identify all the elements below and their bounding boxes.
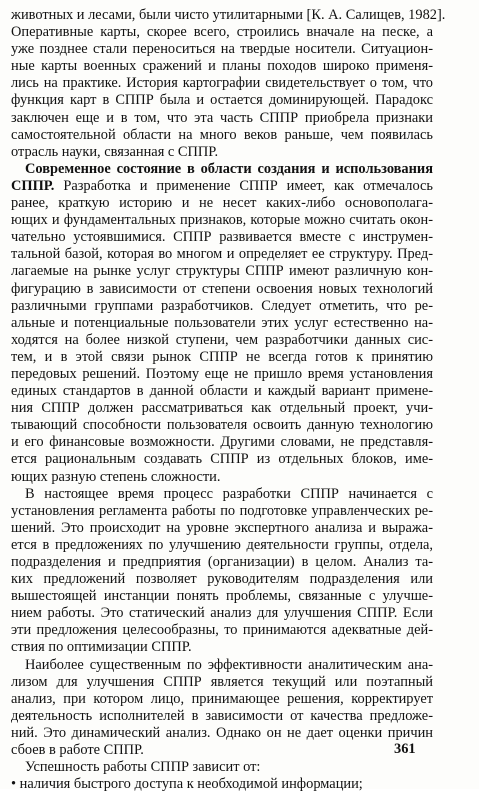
line-text: вышестоящей инстанции понять проблемы, связанные с улучше- — [11, 588, 433, 605]
line-text: заключен еще и в том, что эта часть СППР приобрела признаки — [11, 109, 433, 126]
line-text: анализ, при котором лицо, принимающее решения, корректирует — [11, 690, 433, 707]
text-line — [11, 195, 433, 212]
text-line — [11, 674, 433, 691]
line-text: ющих разную степень сложности. — [11, 468, 221, 485]
line-text: ния СППР должен рассматриваться как отдельный проект, учи- — [11, 400, 433, 417]
line-text: установления регламента работы по подготовке управленческих ре- — [11, 502, 433, 519]
text-line — [11, 759, 433, 776]
text-line — [11, 298, 433, 315]
text-line — [11, 434, 433, 451]
line-text: различными группами разработчиков. Следует отметить, что ре- — [11, 297, 433, 314]
text-line — [11, 400, 433, 417]
text-line — [11, 776, 433, 793]
line-text: передовых решений. Поэтому еще не пришло время установления — [11, 365, 433, 382]
line-text: ких предложений позволяет руководителям подразделения или — [11, 571, 433, 588]
line-text: отрасль науки, связанная с СППР. — [11, 143, 219, 160]
line-text: и его финансовые возможности. Другими словами, не представля- — [11, 434, 433, 451]
line-text: деятельность исполнителей в зависимости от качества предложе- — [11, 707, 433, 724]
text-line — [11, 417, 433, 434]
line-text: самостоятельной области на много веков раньше, чем появилась — [11, 126, 433, 143]
line-text: функция карт в СППР была и остается доминирующей. Парадокс — [11, 92, 433, 109]
text-line — [11, 691, 433, 708]
text-line — [11, 571, 433, 588]
line-text: Успешность работы СППР зависит от: — [25, 759, 261, 776]
line-text: ные карты военных сражений и планы походов широко применя- — [11, 58, 433, 75]
line-text: ющих и фундаментальных признаков, которые можно считать окон- — [11, 212, 433, 229]
line-text: ется рациональным создавать СППР из отдельных блоков, име- — [11, 451, 433, 468]
line-text: ранее, краткую историю и не несет каких-либо основополага- — [11, 195, 433, 212]
text-line — [11, 332, 433, 349]
text-line — [11, 605, 433, 622]
bold-heading-text: Современное состояние в области создания и использования — [25, 160, 433, 177]
line-text: тывающий способности пользователя освоить данную технологию — [11, 417, 433, 434]
text-line — [11, 725, 433, 742]
line-text: ствия по оптимизации СППР. — [11, 639, 192, 656]
line-text: нием работы. Это статический анализ для улучшения СППР. Если — [11, 605, 433, 622]
line-text: эти предложения целесообразны, то принимаются адекватные дей- — [11, 622, 433, 639]
text-line — [11, 92, 433, 109]
text-line — [11, 469, 433, 486]
text-line — [11, 229, 433, 246]
text-line — [11, 263, 433, 280]
text-line — [11, 503, 433, 520]
line-text: • наличия быстрого доступа к необходимой информации; — [11, 776, 363, 793]
text-line — [11, 657, 433, 674]
text-line — [11, 281, 433, 298]
text-line — [11, 451, 433, 468]
text-line — [11, 554, 433, 571]
line-text: тальной базой, которая во многом и определяет ее структуру. Пред- — [11, 246, 433, 263]
line-text: лизом для улучшения СППР является текущий или поэтапный — [11, 673, 433, 690]
line-text: альные и потенциальные пользователи этих услуг естественно на- — [11, 314, 433, 331]
text-line — [11, 127, 433, 144]
line-text: В настоящее время процесс разработки СППР начинается с — [25, 485, 433, 502]
text-line — [11, 161, 433, 178]
text-line — [11, 486, 433, 503]
line-text: уже позднее стали переноситься на твердые носители. Ситуацион- — [11, 41, 433, 58]
text-line — [11, 58, 433, 75]
line-text: сбоев в работе СППР. — [11, 742, 144, 759]
text-line — [11, 144, 433, 161]
line-text: шений. Это происходит на уровне экспертного анализа и выража- — [11, 519, 433, 536]
text-line — [11, 639, 433, 656]
text-line — [11, 315, 433, 332]
text-line — [11, 537, 433, 554]
text-line — [11, 366, 433, 383]
line-text: тем, и в этой связи рынок СППР не всегда готов к принятию — [11, 348, 433, 365]
bold-heading-text: СППР. — [11, 177, 55, 194]
text-line — [11, 520, 433, 537]
text-line — [11, 246, 433, 263]
text-line — [11, 349, 433, 366]
text-line — [11, 742, 433, 759]
body-text — [11, 7, 446, 793]
line-text: животных и лесами, были чисто утилитарными [К. А. Салищев, 1982]. — [11, 7, 446, 23]
line-text: подразделения и предприятия (организации) в целом. Анализ та- — [11, 554, 433, 570]
line-text: лись на практике. История картографии свидетельствует о том, что — [11, 75, 433, 92]
line-text: Оперативные карты, скорее всего, строились вначале на песке, а — [11, 24, 433, 41]
text-line — [11, 588, 433, 605]
line-text: Разработка и применение СППР имеет, как отмечалось — [54, 177, 433, 194]
line-text: ется в предложениях по улучшению деятельности группы, отдела, — [11, 536, 433, 553]
text-line — [11, 41, 433, 58]
text-line — [11, 75, 433, 92]
page-number: 361 — [394, 741, 416, 757]
text-line — [11, 622, 433, 639]
line-text: лагаемые на рынке услуг структуры СППР имеют различную кон- — [11, 263, 433, 280]
text-line — [11, 383, 433, 400]
line-text: ходятся на более низкой ступени, чем разработчики данных сис- — [11, 331, 433, 348]
line-text: фигурацию в зависимости от степени освоения новых технологий — [11, 280, 433, 297]
text-line — [11, 7, 446, 24]
text-line — [11, 110, 433, 127]
line-text: Наиболее существенным по эффективности аналитическим ана- — [25, 656, 433, 673]
line-text: ний. Это динамический анализ. Однако он не дает оценки причин — [11, 724, 433, 741]
text-line — [11, 24, 433, 41]
line-text: единых стандартов в данной области и каждый вариант примене- — [11, 383, 433, 400]
text-line — [11, 708, 433, 725]
line-text: чательно устоявшимися. СППР развивается вместе с инструмен- — [11, 229, 433, 246]
text-line — [11, 178, 433, 195]
text-line — [11, 212, 433, 229]
